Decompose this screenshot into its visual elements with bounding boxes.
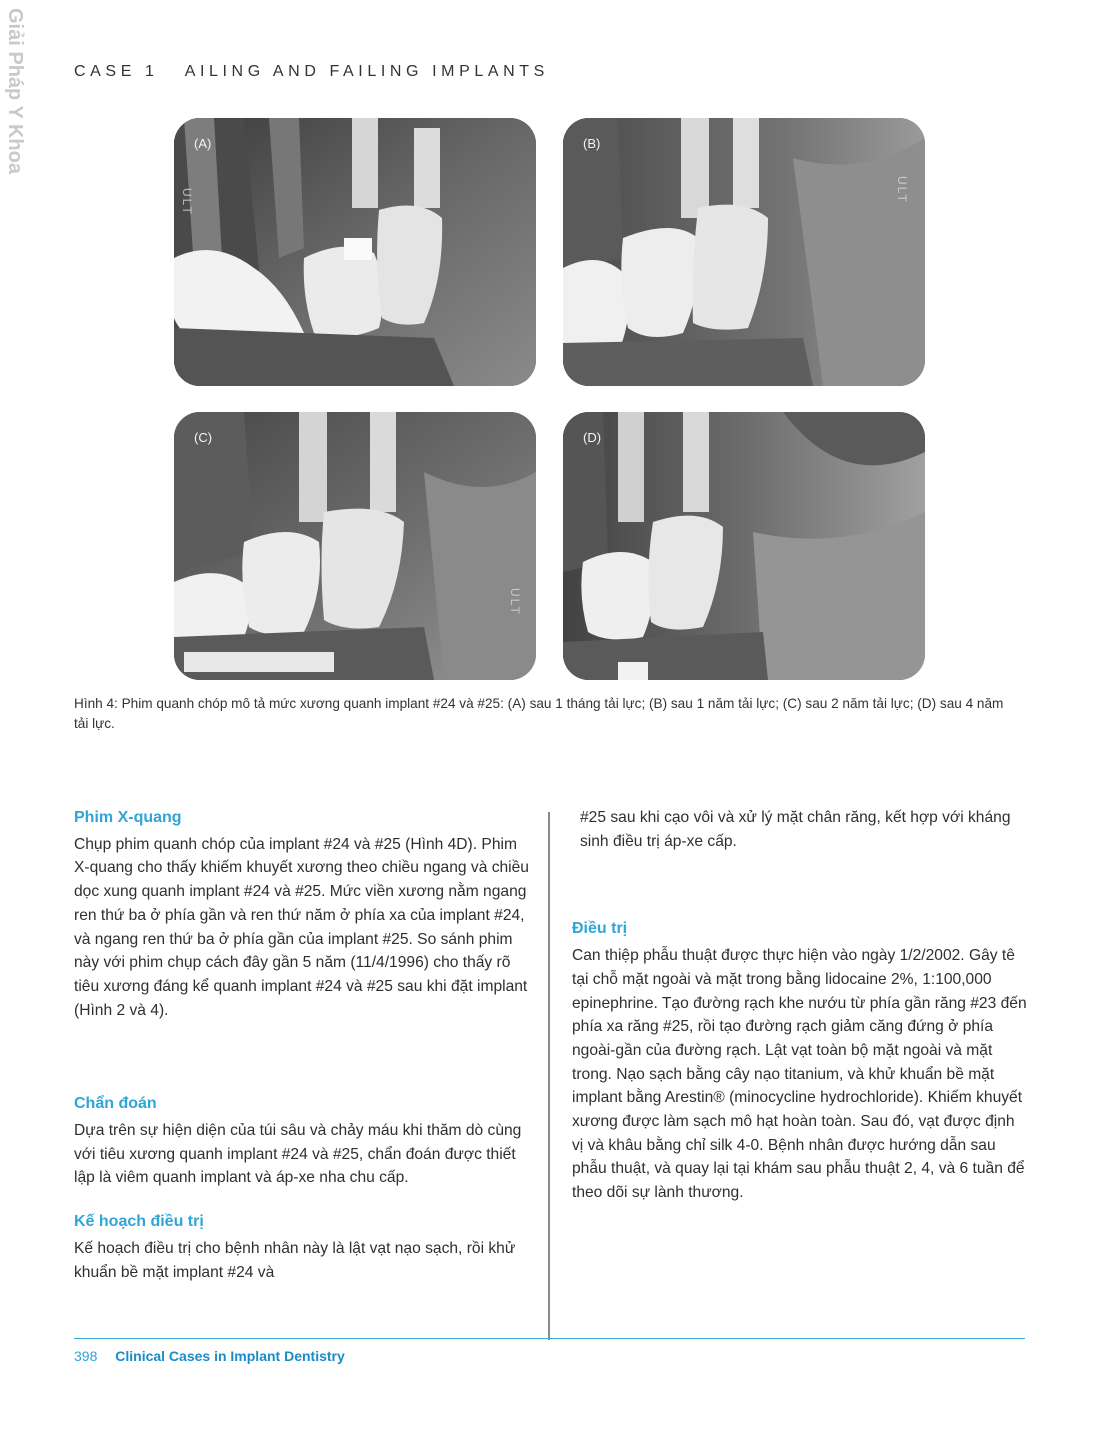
section-body-diagnosis: Dựa trên sự hiện diện của túi sâu và chảy máu khi thăm dò cùng với tiêu xương quanh implant #24 và #25, chẩn đoán được thiết lập là viêm quanh implant và áp-xe nha chu cấp. (74, 1122, 522, 1187)
xray-panel-b (563, 118, 925, 386)
xray-image-b (563, 118, 925, 386)
xray-panel-d (563, 412, 925, 680)
section-body-xray: Chụp phim quanh chóp của implant #24 và #25 (Hình 4D). Phim X-quang cho thấy khiếm khuyết xương theo chiều ngang và chiều dọc xung quanh implant #24 và #25. Mức viền xương nằm ngang ren thứ ba ở phía gần và ren thứ năm ở phía xa của implant #24, và ngang ren thứ ba ở phía gần của implant #25. So sánh phim này với phim chụp cách đây gần 5 năm (11/4/1996) cho thấy rõ tiêu xương đáng kể quanh implant #24 và #25 sau khi đặt implant (Hình 2 và 4). (74, 835, 529, 1019)
xray-image-c (174, 412, 536, 680)
running-head (74, 63, 549, 81)
section-heading-treatment: Điều trị (572, 920, 628, 938)
panel-label-d: (D) (583, 430, 602, 445)
figure-caption: Hình 4: Phim quanh chóp mô tả mức xương quanh implant #24 và #25: (A) sau 1 tháng tải lực; (B) sau 1 năm tải lực; (C) sau 2 năm tải lực; (D) sau 4 năm tải lực. (74, 696, 1004, 731)
xray-panel-c (174, 412, 536, 680)
section-heading-xray: Phim X-quang (74, 809, 182, 826)
xray-image-d (563, 412, 925, 680)
book-title: Clinical Cases in Implant Dentistry (115, 1348, 345, 1364)
case-label: CASE 1 (74, 63, 159, 80)
xray-image-a (174, 118, 536, 386)
xray-panel-a (174, 118, 536, 386)
right-column (572, 806, 1028, 1205)
ult-mark-b: ULT (895, 176, 909, 204)
section-body-treatment: Can thiệp phẫu thuật được thực hiện vào ngày 1/2/2002. Gây tê tại chỗ mặt ngoài và mặt trong bằng lidocaine 2%, 1:100,000 epinephrine. Tạo đường rạch khe nướu từ phía gần răng #23 đến phía xa răng #25, rồi tạo đường rạch giảm căng đứng ở phía ngoài-gần của đường rạch. Lật vạt toàn bộ mặt ngoài và mặt trong. Nạo sạch bằng cây nạo titanium, và khử khuẩn bề mặt implant bằng Arestin® (minocycline hydrochloride). Khiếm khuyết xương được làm sạch mô hạt hoàn toàn. Sau đó, vạt được định vị và khâu bằng chỉ silk 4-0. Bệnh nhân được hướng dẫn sau phẫu thuật, và quay lại tại khám sau phẫu thuật 2, 4, và 6 tuần để theo dõi sự lành thương. (572, 947, 1027, 1202)
column-divider (548, 812, 550, 1340)
left-column (74, 806, 536, 1284)
section-body-plan-continuation: #25 sau khi cạo vôi và xử lý mặt chân răng, kết hợp với kháng sinh điều trị áp-xe cấp. (580, 809, 1011, 850)
watermark: Giải Pháp Y Khoa (4, 8, 26, 174)
section-body-plan: Kế hoạch điều trị cho bệnh nhân này là lật vạt nạo sạch, rồi khử khuẩn bề mặt implant #24 và (74, 1239, 516, 1281)
ult-mark-c: ULT (508, 588, 522, 616)
page-footer (74, 1348, 345, 1364)
panel-label-b: (B) (583, 136, 601, 151)
section-heading-plan: Kế hoạch điều trị (74, 1213, 204, 1231)
section-heading-diagnosis: Chẩn đoán (74, 1095, 157, 1113)
panel-label-a: (A) (194, 136, 212, 151)
page-number: 398 (74, 1348, 98, 1364)
panel-label-c: (C) (194, 430, 213, 445)
ult-mark-a: ULT (180, 188, 194, 216)
case-title: AILING AND FAILING IMPLANTS (184, 63, 549, 80)
footer-rule (74, 1338, 1025, 1339)
